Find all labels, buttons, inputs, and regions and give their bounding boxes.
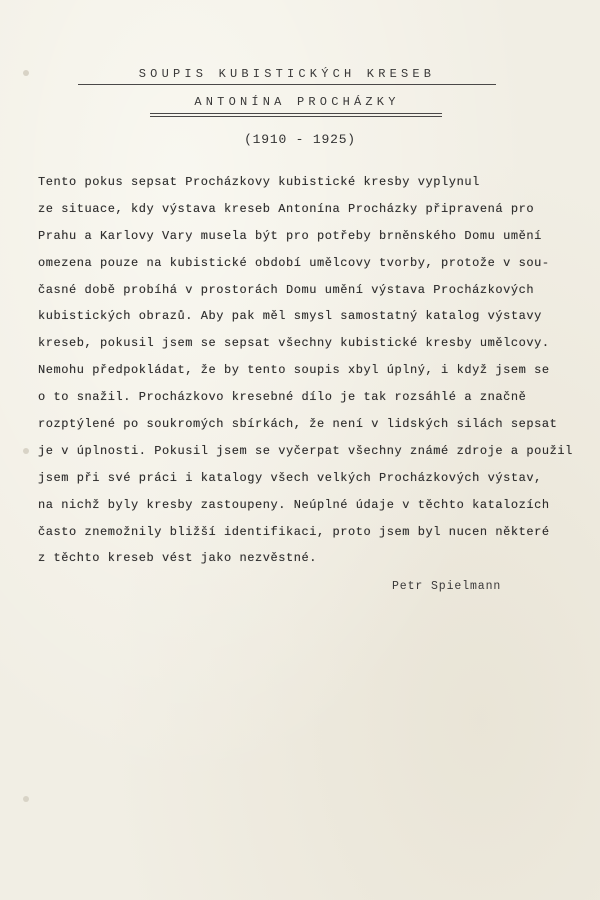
- text-line: je v úplnosti. Pokusil jsem se vyčerpat všechny známé zdroje a použil: [38, 443, 573, 458]
- text-line: často znemožnily bližší identifikaci, proto jsem byl nucen některé: [38, 524, 550, 539]
- document-subtitle: ANTONÍNA PROCHÁZKY: [194, 95, 400, 109]
- text-line: jsem při své práci i katalogy všech velkých Procházkových výstav,: [38, 470, 542, 485]
- text-line: ze situace, kdy výstava kreseb Antonína Procházky připravená pro: [38, 201, 535, 216]
- text-line: omezena pouze na kubistické období umělcovy tvorby, protože v sou-: [38, 255, 550, 270]
- document-title: SOUPIS KUBISTICKÝCH KRESEB: [138, 67, 436, 81]
- text-line: z těchto kreseb vést jako nezvěstné.: [38, 551, 318, 566]
- subtitle-double-underline: [150, 116, 442, 117]
- year-range: (1910 - 1925): [244, 132, 356, 147]
- author-signature: Petr Spielmann: [392, 580, 502, 593]
- text-line: o to snažil. Procházkovo kresebné dílo je tak rozsáhlé a značně: [38, 390, 527, 405]
- text-line: na nichž byly kresby zastoupeny. Neúplné údaje v těchto katalozích: [38, 497, 550, 512]
- text-line: kreseb, pokusil jsem se sepsat všechny kubistické kresby umělcovy.: [38, 336, 550, 351]
- text-line: kubistických obrazů. Aby pak měl smysl samostatný katalog výstavy: [38, 309, 542, 324]
- title-underline: [78, 84, 496, 85]
- body-paragraph: [38, 175, 574, 578]
- punch-hole-mark: [23, 448, 29, 454]
- text-line: časné době probíhá v prostorách Domu umění výstava Procházkových: [38, 282, 535, 297]
- text-line: Tento pokus sepsat Procházkovy kubistické kresby vyplynul: [38, 175, 480, 189]
- punch-hole-mark: [23, 796, 29, 802]
- text-line: Nemohu předpokládat, že by tento soupis xbyl úplný, i když jsem se: [38, 363, 550, 378]
- subtitle-underline: [150, 113, 442, 114]
- text-line: Prahu a Karlovy Vary musela být pro potřeby brněnského Domu umění: [38, 228, 542, 243]
- punch-hole-mark: [23, 70, 29, 76]
- text-line: rozptýlené po soukromých sbírkách, že není v lidských silách sepsat: [38, 417, 558, 432]
